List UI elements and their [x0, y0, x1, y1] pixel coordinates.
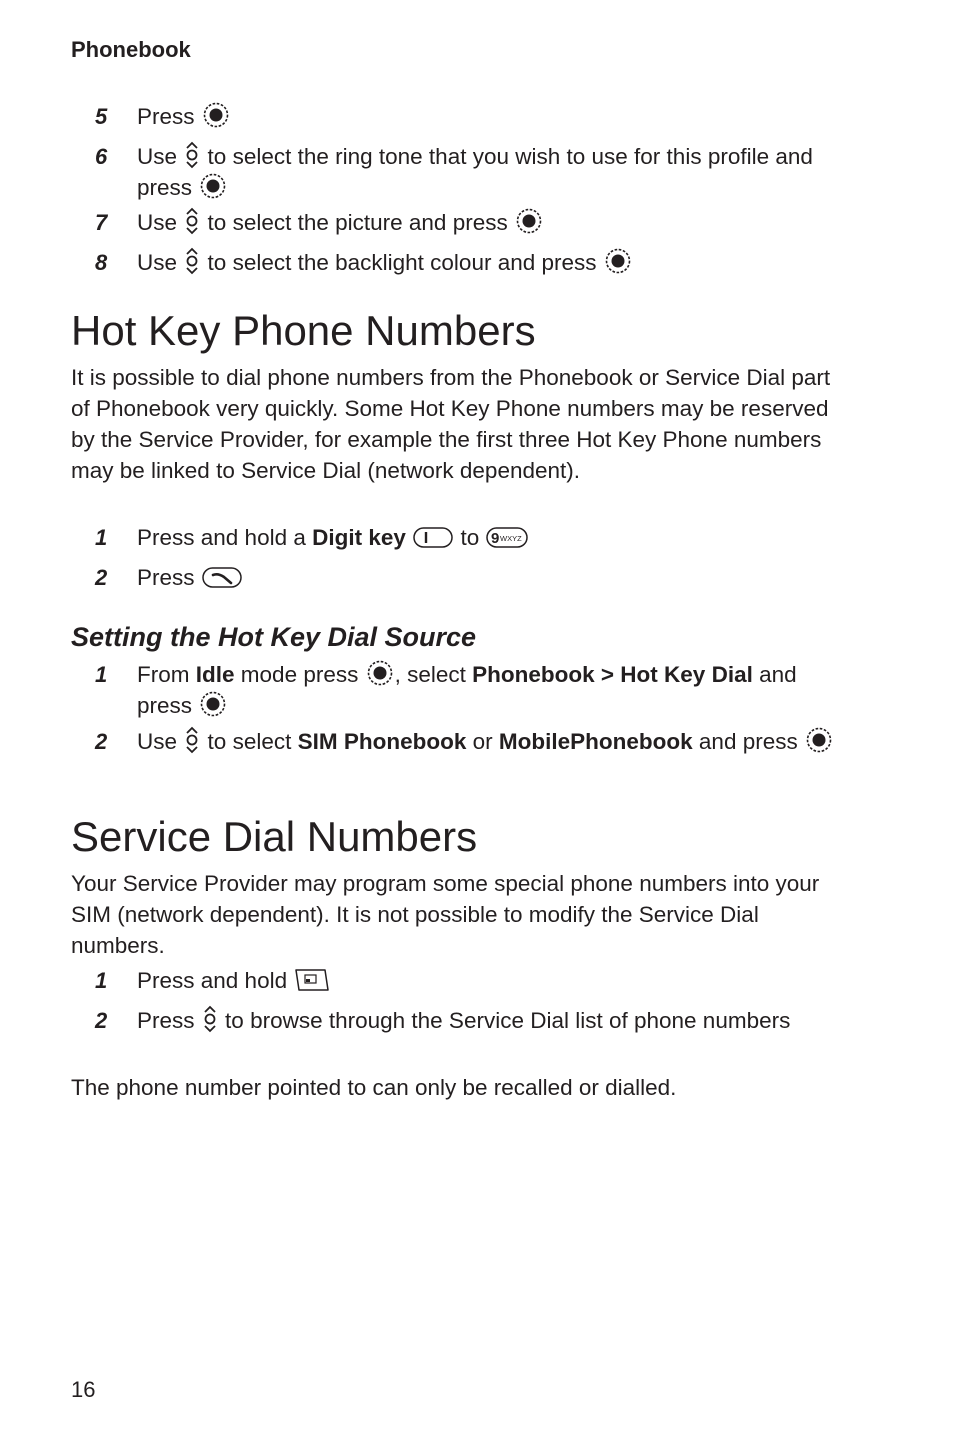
ok-key-icon [199, 172, 227, 200]
step-number: 5 [95, 104, 108, 129]
step-number: 7 [95, 210, 108, 235]
paragraph-service-dial-outro: The phone number pointed to can only be recalled or dialled. [71, 1075, 677, 1100]
navigation-key-icon [184, 247, 200, 275]
digit-9-key-icon [486, 526, 528, 550]
page-number: 16 [71, 1377, 96, 1402]
navigation-key-icon [184, 726, 200, 754]
section-heading-service-dial: Service Dial Numbers [71, 813, 478, 860]
step-number: 1 [95, 968, 108, 993]
step-number: 1 [95, 525, 108, 550]
service-dial-key-icon [294, 967, 330, 993]
step-number: 2 [95, 729, 108, 754]
document-page: Phonebook 5 Press 6 Use to select the ring tone that you wish to use for this profile and press 7 Use to select the picture and press 8 Use to select the backlight colour and press Hot Key Phone Numbers It is possible to dial phone numbers from the Phonebook or Service Dial part of Phonebook very quickly. Some Hot Key Phone numbers may be reserved by the Service Provider, for example the first three Hot Key Phone numbers may be linked to Service Dial (network dependent). 1 Press and hold a Digit key to 9 WXYZ 2 Press Setting the Hot Key Dial Source 1 From Idle mode press , select Phonebook > Hot Key Dial and press 2 Use to select SIM Phonebook or MobilePhonebook and press Service Dial Numbers Your Service Provider may program some special phone numbers into your SIM (network dependent). It is not possible to modify the Service Dial numbers. 1 Press and hold 2 Press to browse through the Service Dial list of phone numbers The phone number pointed to can only be recalled or dialled. 16 [0, 0, 954, 1442]
navigation-key-icon [202, 1005, 218, 1033]
step-number: 2 [95, 565, 108, 590]
section-heading-hot-key: Hot Key Phone Numbers [71, 307, 536, 354]
paragraph-hot-key-intro: It is possible to dial phone numbers from the Phonebook or Service Dial part of Phonebook very quickly. Some Hot Key Phone numbers may be reserved by the Service Provider, for example the first three Hot Key Phone numbers may be linked to Service Dial (network dependent). [71, 365, 831, 483]
ok-key-icon [805, 726, 833, 754]
ok-key-icon [202, 101, 230, 129]
digit-1-key-icon [413, 526, 453, 550]
navigation-key-icon [184, 207, 200, 235]
ok-key-icon [199, 690, 227, 718]
ok-key-icon [604, 247, 632, 275]
ok-key-icon [515, 207, 543, 235]
step-number: 8 [95, 250, 108, 275]
svg-text:9: 9 [491, 530, 500, 547]
navigation-key-icon [184, 141, 200, 169]
subsection-heading-dial-source: Setting the Hot Key Dial Source [71, 622, 477, 652]
step-number: 1 [95, 662, 108, 687]
step-number: 2 [95, 1008, 108, 1033]
paragraph-service-dial-intro: Your Service Provider may program some special phone numbers into your SIM (network dependent). It is not possible to modify the Service Dial numbers. [71, 871, 820, 958]
send-key-icon [202, 566, 242, 590]
step-number: 6 [95, 144, 108, 169]
digit-9-key-letters: WXYZ [500, 534, 523, 543]
running-header: Phonebook [71, 37, 191, 62]
ok-key-icon [366, 659, 394, 687]
